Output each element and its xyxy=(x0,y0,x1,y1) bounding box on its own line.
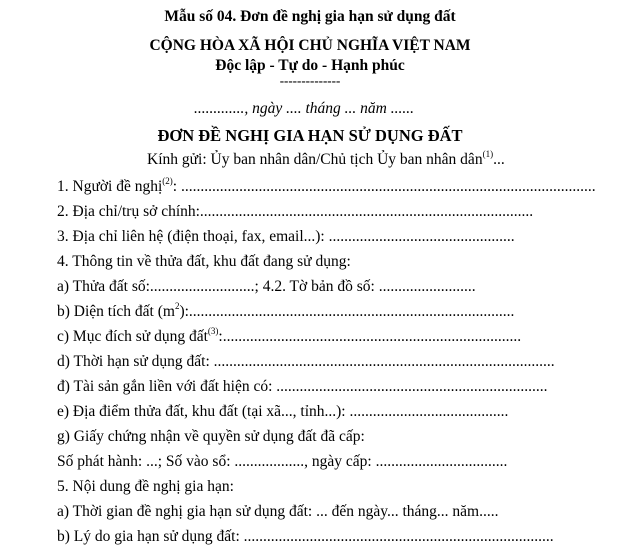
footnote-ref: (3) xyxy=(207,325,219,336)
motto-divider: -------------- xyxy=(279,73,341,88)
addressee-text: Kính gửi: Ủy ban nhân dân/Chủ tịch Ủy ban nhân dân xyxy=(147,151,483,168)
field-land-use-term: d) Thời hạn sử dụng đất: ........................................................................................ xyxy=(57,353,555,370)
footnote-ref: (1) xyxy=(482,148,494,159)
footnote-ref: (2) xyxy=(162,175,173,186)
section-extension-content: 5. Nội dung đề nghị gia hạn: xyxy=(57,478,234,495)
addressee-line xyxy=(147,148,505,169)
section-land-info: 4. Thông tin về thửa đất, khu đất đang sử dụng: xyxy=(57,253,351,270)
field-extension-period: a) Thời gian đề nghị gia hạn sử dụng đất: ... đến ngày... tháng... năm..... xyxy=(57,503,499,520)
field-attached-assets: đ) Tài sản gắn liền với đất hiện có: ...................................................................... xyxy=(57,378,548,395)
field-land-location: e) Địa điểm thửa đất, khu đất (tại xã..., tỉnh...): ......................................... xyxy=(57,403,509,420)
field-certificate: g) Giấy chứng nhận về quyền sử dụng đất đã cấp: xyxy=(57,428,365,445)
field-land-use-purpose xyxy=(57,325,522,346)
field-label: b) Diện tích đất (m xyxy=(57,303,175,320)
field-label: c) Mục đích sử dụng đất xyxy=(57,328,208,345)
field-certificate-details: Số phát hành: ...; Số vào sổ: .................., ngày cấp: .................................. xyxy=(57,453,508,470)
field-contact-address: 3. Địa chỉ liên hệ (điện thoại, fax, email...): ................................................ xyxy=(57,228,515,245)
field-land-area xyxy=(57,300,515,321)
motto: Độc lập - Tự do - Hạnh phúc xyxy=(215,57,405,74)
date-line: ............., ngày .... tháng ... năm ...... xyxy=(194,100,415,117)
document-title: ĐƠN ĐỀ NGHỊ GIA HẠN SỬ DỤNG ĐẤT xyxy=(157,126,463,145)
field-dots: : ........................................................................................................... xyxy=(172,178,596,195)
addressee-tail: ... xyxy=(493,151,505,168)
field-extension-reason: b) Lý do gia hạn sử dụng đất: ................................................................................ xyxy=(57,528,554,545)
field-label: 1. Người đề nghị xyxy=(57,178,163,195)
field-applicant xyxy=(57,175,596,196)
superscript: 2 xyxy=(174,300,180,311)
field-head-office: 2. Địa chỉ/trụ sở chính:...................................................................................... xyxy=(57,203,534,220)
field-dots: ):.................................................................................... xyxy=(179,303,515,320)
field-parcel-number: a) Thửa đất số:...........................; 4.2. Tờ bản đồ số: ......................... xyxy=(57,278,476,295)
nation-heading: CỘNG HÒA XÃ HỘI CHỦ NGHĨA VIỆT NAM xyxy=(149,37,471,54)
field-dots: :............................................................................. xyxy=(218,328,522,345)
form-number-title: Mẫu số 04. Đơn đề nghị gia hạn sử dụng đất xyxy=(164,8,456,25)
